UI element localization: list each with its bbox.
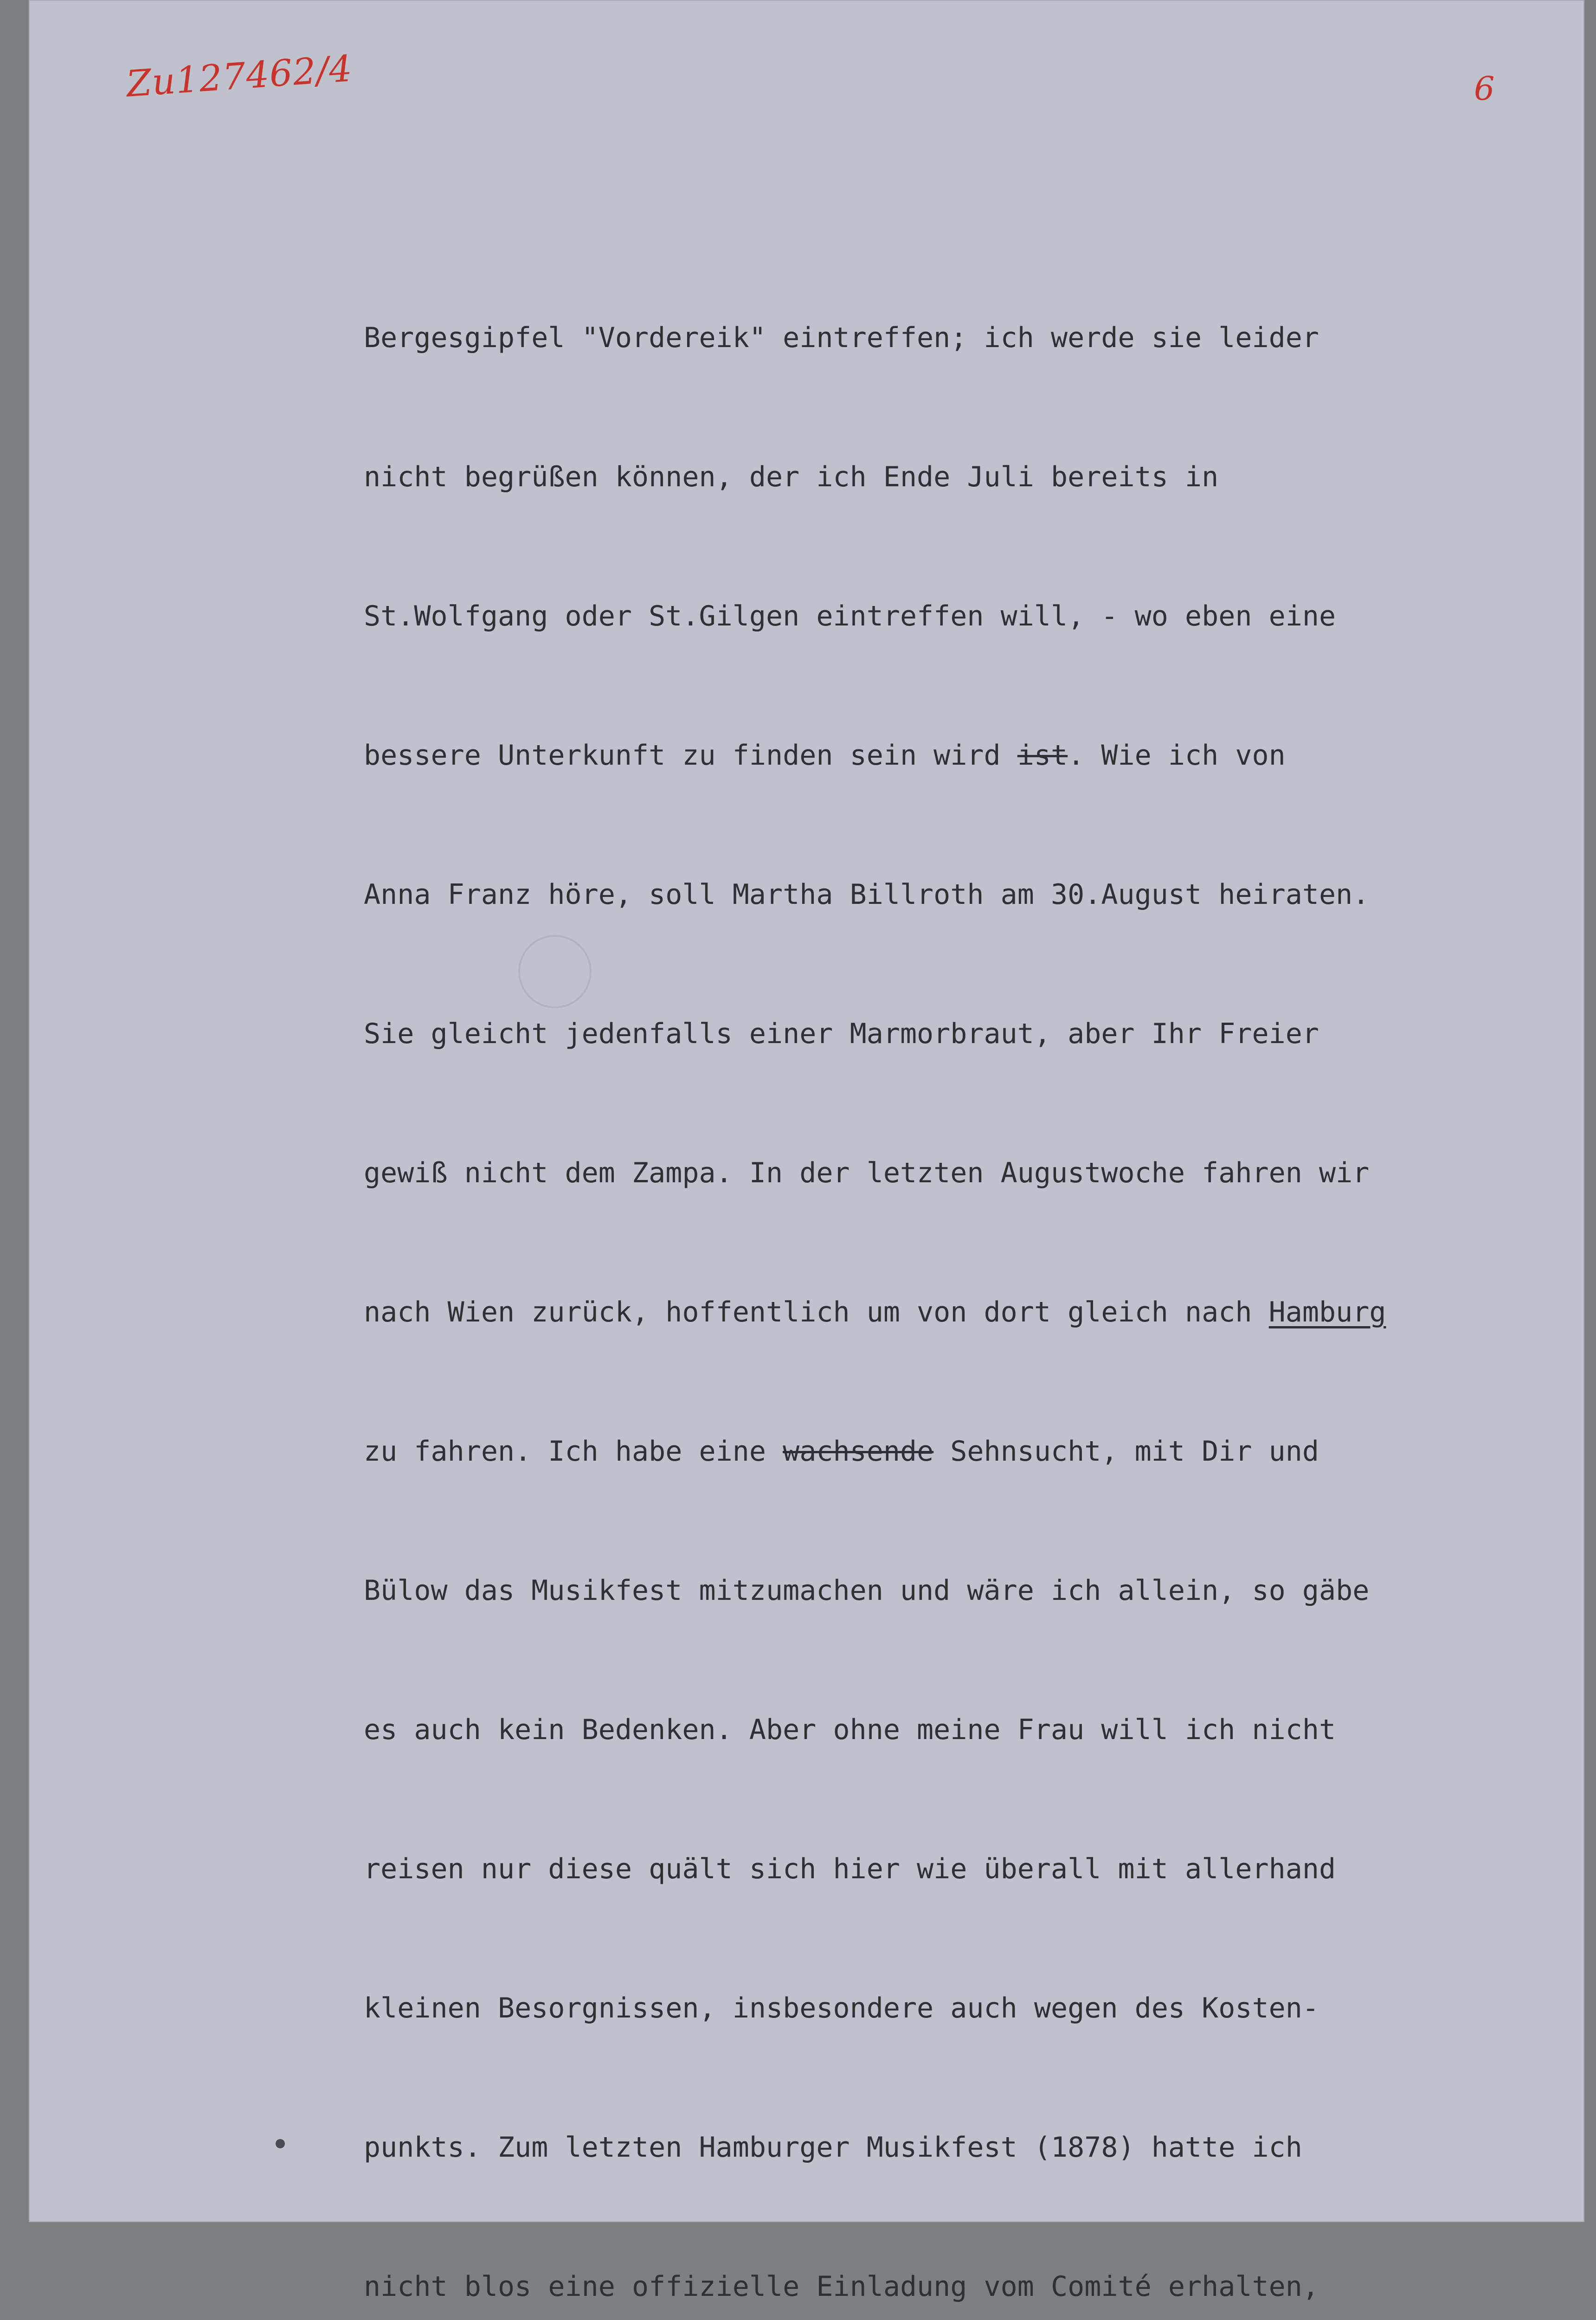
text-line: kleinen Besorgnissen, insbesondere auch wegen des Kosten-: [364, 1992, 1319, 2024]
text-line: Bülow das Musikfest mitzumachen und wäre ich allein, so gäbe: [364, 1574, 1370, 1607]
text-line: Anna Franz höre, soll Martha Billroth am 30.August heiraten.: [364, 878, 1370, 911]
text-line: reisen nur diese quält sich hier wie überall mit allerhand: [364, 1853, 1336, 1885]
letter-page: [29, 0, 1584, 2303]
punch-hole: [276, 2139, 285, 2148]
archive-reference-note: Zu127462/4: [125, 48, 354, 105]
text-line: nicht blos eine offizielle Einladung vom Comité erhalten,: [364, 2270, 1319, 2303]
text-line: es auch kein Bedenken. Aber ohne meine Frau will ich nicht: [364, 1714, 1336, 1746]
text-line: nicht begrüßen können, der ich Ende Juli bereits in: [364, 461, 1219, 493]
struck-word: wachsende: [783, 1435, 934, 1468]
text-line: zu fahren. Ich habe eine wachsende Sehnsucht, mit Dir und: [364, 1435, 1319, 1468]
text-line: bessere Unterkunft zu finden sein wird ist. Wie ich von: [364, 739, 1286, 772]
struck-word: ist: [1017, 739, 1068, 772]
text-line: gewiß nicht dem Zampa. In der letzten Augustwoche fahren wir: [364, 1157, 1370, 1189]
text-line: Bergesgipfel "Vordereik" eintreffen; ich werde sie leider: [364, 322, 1319, 354]
text-line: nach Wien zurück, hoffentlich um von dort gleich nach Hamburg: [364, 1296, 1386, 1328]
text-line: St.Wolfgang oder St.Gilgen eintreffen will, - wo eben eine: [364, 600, 1336, 632]
text-line: punkts. Zum letzten Hamburger Musikfest (1878) hatte ich: [364, 2131, 1302, 2164]
letter-body: [364, 222, 1596, 2320]
page-number: 6: [1474, 70, 1495, 108]
text-line: Sie gleicht jedenfalls einer Marmorbraut, aber Ihr Freier: [364, 1018, 1319, 1050]
underlined-word: Hamburg: [1268, 1296, 1386, 1328]
